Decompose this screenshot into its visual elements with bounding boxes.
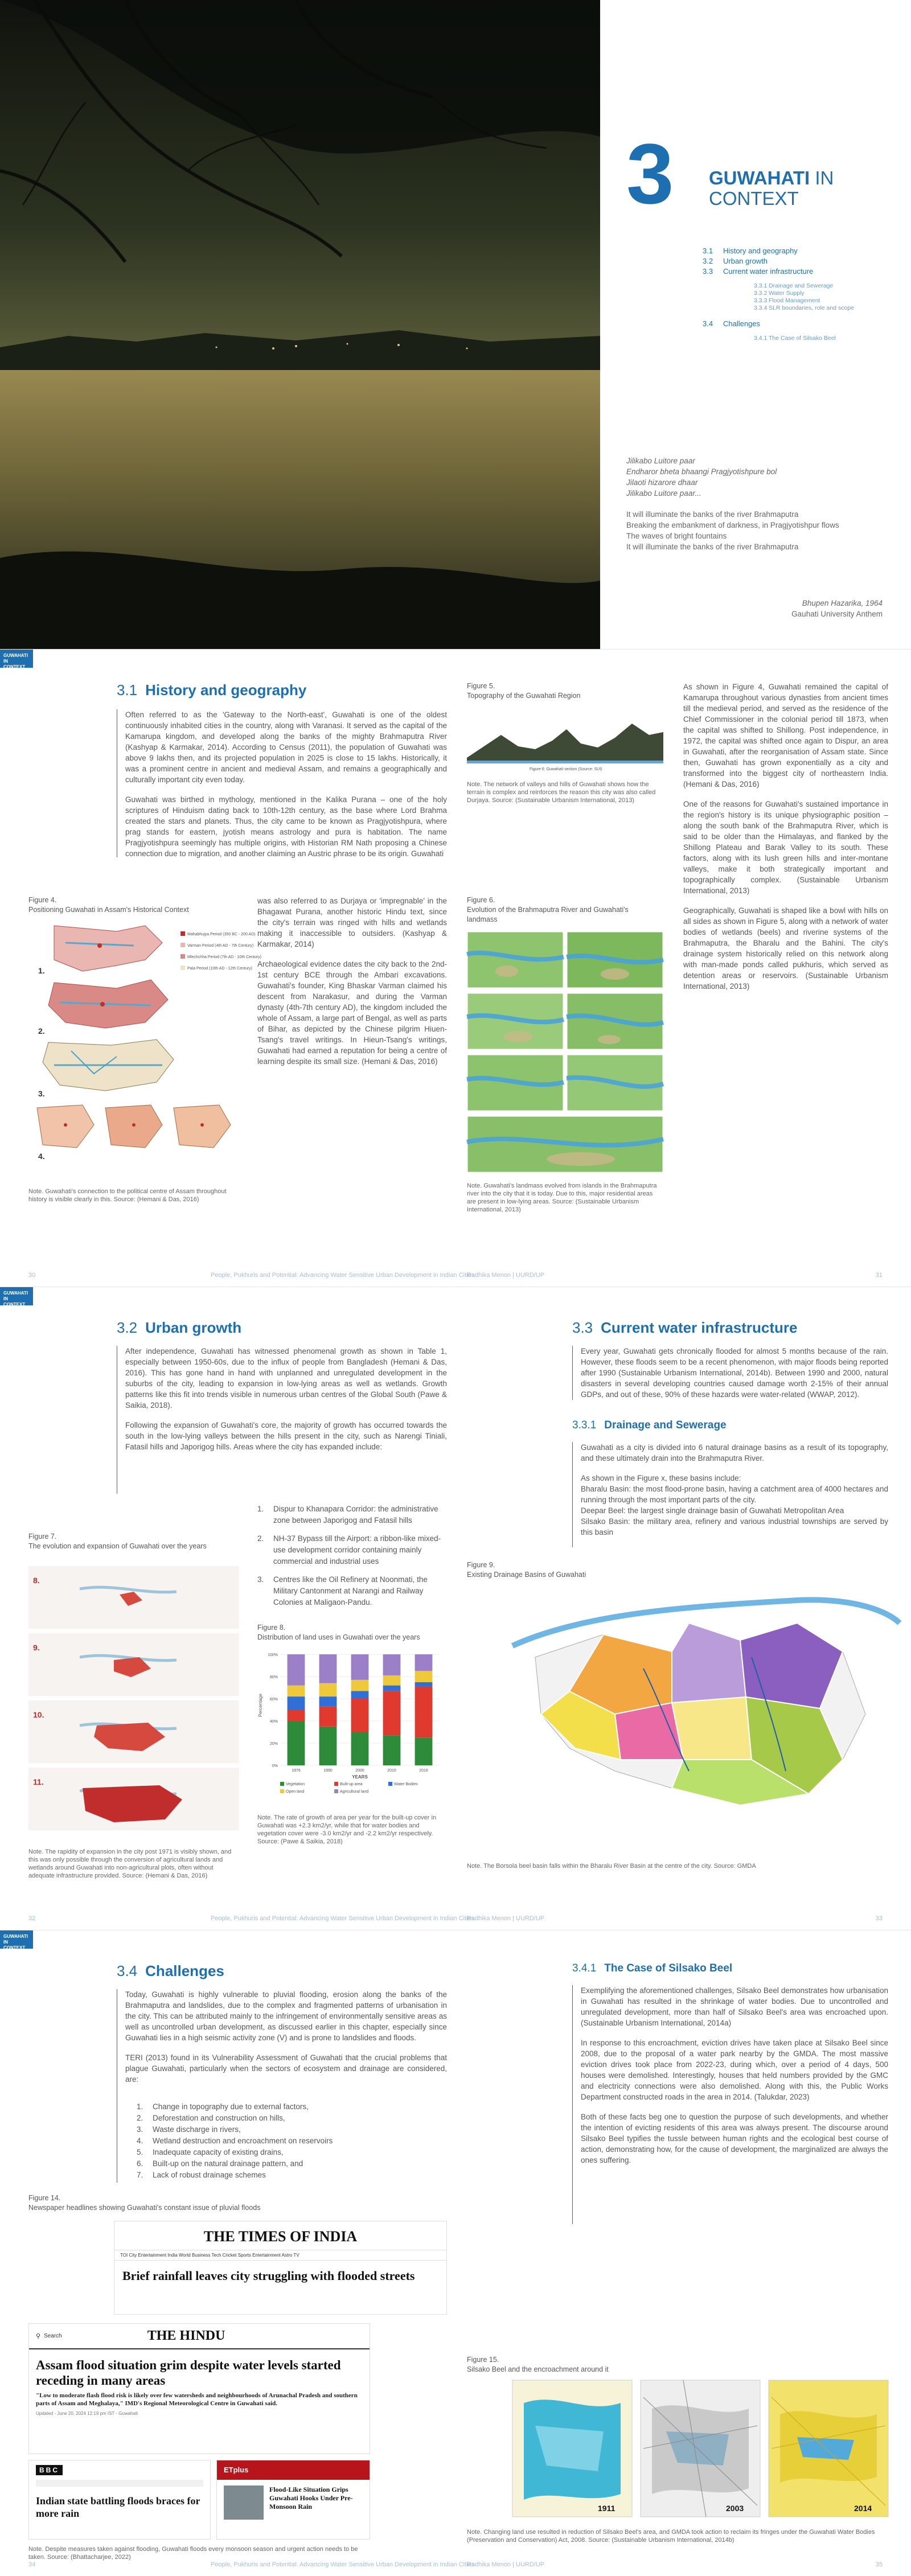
- figure-5-note: Note. The network of valleys and hills of Guwahati shows how the terrain is complex and reinforces the reason this city was also called Durjaya. Source: (Sustainable Urbanism International, 2013): [467, 781, 656, 804]
- table-of-contents: [703, 246, 854, 342]
- footer-title: People, Pukhuris and Potential: Advancing Water Sensitive Urban Development in Indian Cities: [211, 2561, 475, 2568]
- figure-number: Figure 8.: [257, 1624, 286, 1632]
- chapter-title-word: GUWAHATI: [709, 167, 810, 188]
- paragraph: Both of these facts beg one to question the purpose of such developments, and whether the intention of evicting residents of this area was always present. The discourse around Silsako Beel typifies the tussle between human rights and the ecological best course of action, demonstrating how, for the cause of development, the marginalized are always the ones suffering.: [581, 2113, 888, 2164]
- poem-line: Jilikabo Luitore paar: [626, 457, 695, 465]
- figure-15-caption: [467, 2355, 695, 2374]
- chapter-badge: GUWAHATI IN CONTEXT: [0, 1930, 33, 1949]
- bar-segment-built-up-area: [351, 1699, 369, 1732]
- silsako-map-2003: [641, 2380, 760, 2517]
- bar-segment-vegetation: [351, 1732, 369, 1766]
- paragraph: In response to this encroachment, eviction drives have taken place at Silsako Beel since 2008, due to the proposal of a water park nearby by the GMDA. The most massive eviction drives took place from 2022-23, during which, over a period of 4 days, 500 houses were demolished. Interestingly, houses that held numbers provided by the GMC and electricity connections were also demolished. Along with this, the Public Works Department constructed roads in the area in 2014. (Talukdar, 2023): [581, 2039, 888, 2101]
- urban-growth-page: [0, 1287, 911, 1930]
- silsako-map-1911: [512, 2380, 632, 2517]
- toc-item-331[interactable]: 3.3.1 Drainage and Sewerage: [754, 282, 834, 289]
- expansion-map-8: [28, 1566, 239, 1629]
- chapter-number: 3: [626, 126, 674, 221]
- list-item: 1. Change in topography due to external factors,: [137, 2102, 309, 2111]
- figure-6-note: Note. Guwahati's landmass evolved from islands in the Brahmaputra river into the city that it is today. Due to this, major residential areas are present in low-lying areas. Source: (Sustainable Urbanism International, 2013): [467, 1182, 657, 1213]
- map-number: 8.: [33, 1576, 40, 1585]
- poem-translation-line: The waves of bright fountains: [626, 532, 727, 540]
- section-rule: [572, 1985, 573, 2224]
- footer-author: Radhika Menon | UURD/UP: [467, 1915, 545, 1922]
- paragraph: Archaeological evidence dates the city back to the 2nd-1st century BCE through the Ambari excavations. Guwahati's founder, King Bhaskar Varman claimed his descent from Narakasur, and during the Varman dynasty (4th-7th century AD), the kingdom included the whole of Assam, a large part of Bengal, as well as parts of Bihar, as depicted by the Chinese pilgrim Hiuen-Tsang's travel writings. In Hieun-Tsang's writings, Guwahati had earned a reputation for being a centre of learning despite its small size. (Hemani & Das, 2016): [257, 960, 447, 1066]
- landuse-stacked-bar-chart: [257, 1649, 447, 1802]
- page-number: 34: [28, 2561, 36, 2568]
- footer-author: Radhika Menon | UURD/UP: [467, 1272, 545, 1279]
- chapter-title: [709, 168, 834, 209]
- basin-description: Deepar Beel: the largest single drainage basin of Guwahati Metropolitan Area: [581, 1506, 844, 1515]
- challenges-page: [0, 1930, 911, 2576]
- toc-item-33[interactable]: 3.3 Current water infrastructure: [703, 267, 814, 276]
- section-rule: [572, 1346, 573, 1400]
- y-axis-label: Percentage: [258, 1694, 263, 1717]
- section-33-intro: Every year, Guwahati gets chronically flooded for almost 5 months because of the rain. However, these floods seem to be a recent phenomenon, with major floods being reported after 1990 (Sustainable Urbanism International, 2014b). Between 1990 and 2000, natural disasters in several developing countries caused damage worth 2-15% of their annual GDPs, and out of these, 90% of these hazards were water-related (WWAP, 2012).: [581, 1347, 888, 1399]
- history-geography-page: [0, 649, 911, 1287]
- basin-description: Bharalu Basin: the most flood-prone basin, having a catchment area of 4000 hectares and running through the most important parts of the city.: [581, 1485, 888, 1504]
- expansion-map-9: [28, 1633, 239, 1696]
- figure-14-note: Note. Despite measures taken against flooding, Guwahati floods every monsoon season and urgent action needs to be taken. Source: (Bhattacharjee, 2022): [28, 2546, 358, 2561]
- legend-entry: Built-up area: [340, 1782, 363, 1786]
- map-number: 2.: [38, 1026, 45, 1036]
- figure-number: Figure 5.: [467, 682, 495, 690]
- map-number: 10.: [33, 1710, 44, 1719]
- hindu-updated: Updated - June 20, 2024 12:19 pm IST - Guwahati: [36, 2411, 138, 2416]
- bar-segment-open-land: [351, 1680, 369, 1691]
- toc-item-32[interactable]: 3.2 Urban growth: [703, 257, 768, 265]
- poem-source: Gauhati University Anthem: [791, 610, 883, 618]
- hindu-masthead: THE HINDU: [147, 2328, 225, 2343]
- silsako-map-2014: [769, 2380, 888, 2517]
- figure-8-landuse-chart: [257, 1649, 447, 1802]
- figure-4-note: Note. Guwahati's connection to the political centre of Assam throughout history is visible clearly in this. Source: (Hemani & Das, 2016): [28, 1188, 227, 1203]
- y-tick-label: 0%: [272, 1764, 278, 1768]
- figure-inline-label: Figure 6: Guwahati section (Source: SUI): [530, 767, 602, 771]
- page-number: 30: [28, 1272, 36, 1279]
- bar-segment-water-bodies: [319, 1696, 337, 1707]
- y-tick-label: 40%: [269, 1720, 278, 1724]
- legend-swatch: [280, 1789, 284, 1793]
- poem-line: Jilikabo Luitore paar...: [626, 489, 701, 498]
- legend-swatch: [334, 1789, 338, 1793]
- figure-9-caption: [467, 1560, 695, 1580]
- search-icon[interactable]: ⚲: [36, 2333, 41, 2340]
- section-rule: [572, 1442, 573, 1547]
- bar-segment-open-land: [383, 1675, 401, 1686]
- paragraph: Geographically, Guwahati is shaped like a bowl with hills on all sides as shown in Figure 5, along with a network of water bodies of wetlands (beels) and riverine systems of the Brahmaputra, the Bharalu and the Bahini. The city's drainage system historically relied on this network along with man-made ponds called pukhuris, which served as detention areas or reservoirs. (Sustainable Urbanism International, 2013): [683, 906, 888, 991]
- x-tick-label: 1976: [292, 1769, 301, 1773]
- map-number: 4.: [38, 1152, 45, 1161]
- poem-line: Endharor bheta bhaangi Pragjyotishpure bol: [626, 467, 777, 476]
- figure-15-note: Note. Changing land use resulted in reduction of Silsako Beel's area, and GMDA took action to reclaim its fringes under the Guwahati Water Bodies (Preservation and Conservation) Act, 2008. Source: (Sustainable Urbanism International, 2014b): [467, 2529, 875, 2544]
- bar-segment-agricultural-land: [383, 1654, 401, 1675]
- anthem-quote: [626, 455, 839, 552]
- expansion-list: [257, 1503, 447, 1608]
- section-title-32: 3.2 Urban growth: [117, 1319, 242, 1336]
- chapter-title-rest: CONTEXT: [709, 188, 799, 209]
- historic-map-4: [37, 1105, 231, 1161]
- x-tick-label: 2000: [355, 1769, 364, 1773]
- hindu-clipping: [28, 2323, 370, 2454]
- etplus-headline: Flood-Like Situation Grips Guwahati Hooks Under Pre-Monsoon Rain: [269, 2485, 353, 2511]
- chapter-badge: GUWAHATI IN CONTEXT: [0, 1287, 33, 1305]
- x-tick-label: 1990: [323, 1769, 333, 1773]
- toi-masthead: THE TIMES OF INDIA: [203, 2228, 358, 2245]
- toi-nav: TOI City Entertainment India World Business Tech Cricket Sports Entertainment Astro TV: [114, 2250, 446, 2261]
- bar-segment-vegetation: [288, 1721, 305, 1765]
- figure-5-topography: [467, 706, 663, 775]
- bar-segment-built-up-area: [288, 1710, 305, 1722]
- etplus-clipping: [216, 2460, 370, 2540]
- toi-clipping: [114, 2221, 447, 2315]
- paragraph: Often referred to as the 'Gateway to the North-east', Guwahati is one of the oldest continuously inhabited cities in the country, along with Varanasi. It served as the capital of the Kamarupa kingdom, and developed along the banks of the mighty Brahmaputra River (Kashyap & Karmakar, 2014). According to Census (2011), the population of Guwahati was above 9 lakhs then, and its projected population in 2025 is close to 15 lakhs. Historically, it was a prominent centre in ancient and medieval Assam, and remains a geographically and culturally important city even today.: [125, 710, 447, 784]
- paragraph: Today, Guwahati is highly vulnerable to pluvial flooding, erosion along the banks of the Brahmaputra and landslides, due to the complex and fragmented patterns of urbanisation in the city. This can be attributed mainly to the infringement of environmentally sensitive areas as well as uncontrolled urban development, as discussed earlier in this chapter, especially since Guwahati lies in a high seismic activity zone (V) and is prone to landslides and floods.: [125, 1990, 447, 2042]
- paragraph: Guwahati was birthed in mythology, mentioned in the Kalika Purana – one of the holy scriptures of Hinduism dating back to 10th-12th century, as the base where Lord Brahma created the stars and planets. Thus, the city came to be known as Pragjyotishpura, where prag stands for eastern, jyotish means astrology and pura is habitation. The name Pragjyotishpura seemingly has multiple origins, with Historian RM Nath proposing a Chinese connection due to migration, and another claiming an Austric phrase to be its origin. Guwahati: [125, 795, 447, 858]
- figure-9-drainage-basins-map: [501, 1589, 900, 1845]
- poem-author: Bhupen Hazarika, 1964: [802, 599, 883, 607]
- toc-item-341[interactable]: 3.4.1 The Case of Silsako Beel: [754, 335, 836, 342]
- figure-14-caption: [28, 2193, 370, 2213]
- y-tick-label: 60%: [269, 1698, 278, 1702]
- poem-line: Jilaoti hizarore dhaar: [626, 478, 698, 487]
- figure-number: Figure 7.: [28, 1533, 57, 1540]
- figure-7-caption: [28, 1532, 228, 1551]
- legend-entry: Open land: [286, 1790, 305, 1794]
- bar-segment-open-land: [288, 1686, 305, 1697]
- paragraph: As shown in the Figure x, these basins include:: [581, 1474, 741, 1482]
- hindu-headline: Assam flood situation grim despite water levels started receding in many areas: [36, 2358, 341, 2388]
- legend-entry: Pala Period (10th AD - 12th Century): [187, 967, 253, 971]
- paragraph: TERI (2013) found in its Vulnerability Assessment of Guwahati that the crucial problems that plague Guwahati, particularly when the sectors of ecosystem and drainage are considered, are:: [125, 2053, 447, 2084]
- expansion-map-11: [28, 1768, 239, 1830]
- bar-segment-agricultural-land: [319, 1654, 337, 1683]
- bar-segment-vegetation: [319, 1727, 337, 1765]
- x-tick-label: 2010: [387, 1769, 396, 1773]
- paragraph: One of the reasons for Guwahati's sustained importance in the region's history is its unique physiographic position – along the south bank of the Brahmaputra River, which is said to be older than the Himalayas, and flanked by the Shillong Plateau and Barak Valley to its south. These factors, along with its lush green hills and inter-montane valleys, make it both strategically important and topographically complex. (Sustainable Urbanism International, 2013): [683, 800, 888, 895]
- river-night-photo: [0, 0, 600, 649]
- bbc-masthead: BBC: [36, 2465, 63, 2475]
- figure-6-river-evolution: [467, 931, 663, 1173]
- figure-8-note: Note. The rate of growth of area per year for the built-up cover in Guwahati was +2.3 km2/yr, while that for water bodies and vegetation cover were -3.0 km2/yr and -2.2 km2/yr respectively. Source: (Pawe & Saikia, 2018): [257, 1814, 437, 1845]
- paragraph: Exemplifying the aforementioned challenges, Silsako Beel demonstrates how urbanisation in Guwahati has resulted in the shrinkage of water bodies. Due to uncontrolled and unregulated development, more than half of Silsako Beel's area was encroached upon. (Sustainable Urbanism International, 2014a): [581, 1986, 888, 2027]
- section-31-intro: [125, 709, 447, 868]
- map-year-label: 1911: [598, 2504, 615, 2513]
- figure-7-expansion-maps: [28, 1566, 239, 1834]
- bar-segment-open-land: [319, 1683, 337, 1696]
- x-axis-label: YEARS: [352, 1774, 368, 1780]
- bar-segment-agricultural-land: [415, 1654, 433, 1671]
- basin-description: Silsako Basin: the military area, refinery and various industrial townships are served by this basin: [581, 1517, 888, 1536]
- bar-segment-vegetation: [415, 1737, 433, 1765]
- figure-caption: Distribution of land uses in Guwahati over the years: [257, 1633, 420, 1641]
- figure-number: Figure 15.: [467, 2356, 499, 2364]
- figure-caption: The evolution and expansion of Guwahati over the years: [28, 1542, 207, 1550]
- list-item: 5. Inadequate capacity of existing drains,: [137, 2148, 284, 2156]
- list-item: 1. Dispur to Khanapara Corridor: the administrative zone between Japorigog and Fatasil hills: [257, 1505, 438, 1525]
- hindu-search[interactable]: Search: [44, 2333, 62, 2339]
- legend-swatch: [280, 1782, 284, 1786]
- legend-swatch: [388, 1782, 392, 1786]
- poem-translation-line: It will illuminate the banks of the river Brahmaputra: [626, 510, 799, 519]
- bbc-clipping: [28, 2460, 211, 2540]
- section-32-text: [125, 1346, 447, 1461]
- section-331-text: [581, 1442, 888, 1538]
- section-31-continued: [257, 895, 447, 1076]
- list-item: 3. Waste discharge in rivers,: [137, 2125, 241, 2134]
- figure-7-note: Note. The rapidity of expansion in the city post 1971 is visibly shown, and this was only possible through the conversion of agricultural lands and wetlands around Guwahati into non-agricultural plots, often without adequate infrastructure provided. Source: (Hemani & Das, 2016): [28, 1848, 232, 1879]
- figure-15-silsako-maps: [512, 2380, 888, 2517]
- toc-item-332[interactable]: 3.3.2 Water Supply: [754, 290, 805, 297]
- list-item: 4. Wetland destruction and encroachment on reservoirs: [137, 2137, 333, 2145]
- figure-number: Figure 6.: [467, 896, 495, 904]
- legend-entry: Varman Period (4th AD - 7th Century): [187, 944, 254, 948]
- paragraph: After independence, Guwahati has witnessed phenomenal growth as shown in Table 1, especially between 1950-60s, due to the influx of people from Bangladesh (Hemani & Das, 2016). This has gone hand in hand with unplanned and unregulated development in the suburbs of the city, leading to expansion in low-lying areas as well as wetlands. Growth patterns like this fit into trends visible in numerous urban centres of the Global South (Pawe & Saikia, 2018).: [125, 1347, 447, 1410]
- toc-item-31[interactable]: 3.1 History and geography: [703, 246, 798, 255]
- map-number: 1.: [38, 966, 45, 975]
- bar-segment-agricultural-land: [288, 1654, 305, 1686]
- map-number: 9.: [33, 1643, 40, 1652]
- figure-caption: Positioning Guwahati in Assam's Historical Context: [28, 906, 189, 914]
- figure-number: Figure 14.: [28, 2194, 61, 2202]
- paragraph: was also referred to as Durjaya or 'impregnable' in the Bhagawat Purana, another historic Hindu text, since the city's terrain was ringed with hills and wetlands making it inaccessible to outsiders. (Kashyap & Karmakar, 2014): [257, 897, 447, 948]
- y-tick-label: 80%: [269, 1675, 278, 1679]
- figure-number: Figure 9.: [467, 1561, 495, 1569]
- bar-segment-vegetation: [383, 1735, 401, 1765]
- page-number: 33: [875, 1915, 883, 1922]
- list-item: 6. Built-up on the natural drainage pattern, and: [137, 2159, 303, 2168]
- anthem-attribution: [791, 598, 883, 619]
- historic-map-1: [38, 926, 162, 975]
- footer-title: People, Pukhuris and Potential: Advancing Water Sensitive Urban Development in Indian Cities: [211, 1915, 475, 1922]
- bar-segment-agricultural-land: [351, 1654, 369, 1680]
- section-title-31: 3.1 History and geography: [117, 681, 307, 699]
- toc-item-333[interactable]: 3.3.3 Flood Management: [754, 297, 820, 304]
- bar-segment-water-bodies: [415, 1682, 433, 1687]
- paragraph: Guwahati as a city is divided into 6 natural drainage basins as a result of its topography, and these ultimately drain into the Brahmaputra River.: [581, 1443, 888, 1462]
- figure-caption: Newspaper headlines showing Guwahati's constant issue of pluvial floods: [28, 2204, 261, 2212]
- figure-9-note: Note. The Borsola beel basin falls within the Bharalu River Basin at the centre of the city. Source: GMDA: [467, 1863, 756, 1870]
- historic-map-2: [38, 980, 168, 1036]
- poem-translation-line: Breaking the embankment of darkness, in Pragjyotishpur flows: [626, 521, 839, 529]
- paragraph: As shown in Figure 4, Guwahati remained the capital of Kamarupa throughout various dynasties from ancient times till the medieval period, and served as the residence of the Chief Commissioner in the colonial period till 1873, when the capital was shifted to Shillong. Post independence, in 1972, the capital was shifted once again to Dispur, an area in Guwahati, after the reorganisation of Assam state. Since then, Guwahati has grown exponentially as a city and transformed into the biggest city of northeastern India. (Hemani & Das, 2016): [683, 683, 888, 788]
- expansion-map-10: [28, 1700, 239, 1763]
- bar-segment-water-bodies: [351, 1691, 369, 1699]
- toi-headline: Brief rainfall leaves city struggling with flooded streets: [122, 2269, 415, 2283]
- section-34-text: [125, 1989, 447, 2085]
- section-title-341: 3.4.1 The Case of Silsako Beel: [572, 1962, 733, 1974]
- hindu-deck: "Low to moderate flash flood risk is likely over few watersheds and neighbourhoods of Arunachal Pradesh and southern parts of Assam and Meghalaya," IMD's Regional Meteorological Centre in Guwahati said.: [36, 2392, 358, 2407]
- historic-map-3: [38, 1040, 174, 1098]
- bar-segment-built-up-area: [383, 1691, 401, 1735]
- figure-caption: Topography of the Guwahati Region: [467, 692, 581, 700]
- map-number: 11.: [33, 1777, 44, 1786]
- legend-entry: Mahabhujya Period (350 BC - 200 AD): [187, 932, 256, 936]
- footer-author: Radhika Menon | UURD/UP: [467, 2561, 545, 2568]
- news-photo: [224, 2485, 264, 2520]
- page-number: 35: [875, 2561, 883, 2568]
- figure-4-maps: [31, 920, 261, 1170]
- section-title-331: 3.3.1 Drainage and Sewerage: [572, 1419, 727, 1431]
- list-item: 3. Centres like the Oil Refinery at Noonmati, the Military Cantonment at Narangi and Railway Colonies at Maligaon-Pandu.: [257, 1575, 428, 1607]
- bar-segment-water-bodies: [383, 1686, 401, 1691]
- legend-entry: Agricultural land: [340, 1790, 369, 1794]
- figure-6-caption: [467, 895, 660, 925]
- bbc-headline: Indian state battling floods braces for more rain: [36, 2495, 200, 2519]
- bar-segment-open-land: [415, 1671, 433, 1682]
- chapter-opener-page: [0, 0, 911, 649]
- problems-list: [137, 2101, 433, 2181]
- toc-sub-34: [754, 335, 854, 342]
- poem-translation-line: It will illuminate the banks of the river Brahmaputra: [626, 543, 799, 551]
- legend-entry: Mlechchha Period (7th AD - 10th Century): [187, 955, 261, 959]
- legend-entry: Vegetation: [286, 1782, 305, 1786]
- list-item: 2. NH-37 Bypass till the Airport: a ribbon-like mixed-use development corridor containing mainly commercial and industrial uses: [257, 1534, 441, 1566]
- section-31-right-column: [683, 681, 888, 1001]
- page-number: 32: [28, 1915, 36, 1922]
- paragraph: Following the expansion of Guwahati's core, the majority of growth has occurred towards the south in the low-lying valleys between the hills present in the city, such as Narengi Tiniali, Fatasil hills and Japorigog hills. Areas where the city has expanded include:: [125, 1421, 447, 1451]
- map-year-label: 2014: [854, 2504, 872, 2513]
- figure-caption: Evolution of the Brahmaputra River and Guwahati's landmass: [467, 906, 629, 923]
- x-tick-label: 2016: [419, 1769, 428, 1773]
- chapter-badge: GUWAHATI IN CONTEXT: [0, 650, 33, 668]
- section-341-text: [581, 1985, 888, 2175]
- section-title-33: 3.3 Current water infrastructure: [572, 1319, 798, 1336]
- y-tick-label: 100%: [268, 1653, 278, 1657]
- page-number: 31: [875, 1272, 883, 1279]
- bar-segment-built-up-area: [415, 1687, 433, 1738]
- list-item: 7. Lack of robust drainage schemes: [137, 2171, 266, 2179]
- figure-caption: Existing Drainage Basins of Guwahati: [467, 1571, 586, 1579]
- legend-swatch: [334, 1782, 338, 1786]
- toc-item-34[interactable]: 3.4 Challenges: [703, 319, 761, 328]
- figure-caption: Silsako Beel and the encroachment around it: [467, 2365, 609, 2373]
- figure-5-caption: [467, 681, 638, 701]
- chapter-title-in: IN: [810, 167, 834, 188]
- etplus-masthead: ETplus: [224, 2466, 249, 2474]
- footer-title: People, Pukhuris and Potential: Advancing Water Sensitive Urban Development in Indian Cities: [211, 1272, 475, 1279]
- figure-4-caption: [28, 895, 216, 915]
- map-number: 3.: [38, 1089, 45, 1098]
- bar-segment-built-up-area: [319, 1707, 337, 1727]
- section-title-34: 3.4 Challenges: [117, 1962, 224, 1979]
- list-item: 2. Deforestation and construction on hills,: [137, 2114, 285, 2122]
- toc-sub-33: [754, 282, 854, 312]
- y-tick-label: 20%: [269, 1742, 278, 1746]
- map-year-label: 2003: [726, 2504, 744, 2513]
- figure-8-caption: [257, 1623, 447, 1642]
- figure-number: Figure 4.: [28, 896, 57, 904]
- toc-item-334[interactable]: 3.3.4 SLR boundaries, role and scope: [754, 305, 855, 311]
- bar-segment-water-bodies: [288, 1696, 305, 1710]
- legend-entry: Water Bodies: [394, 1782, 418, 1786]
